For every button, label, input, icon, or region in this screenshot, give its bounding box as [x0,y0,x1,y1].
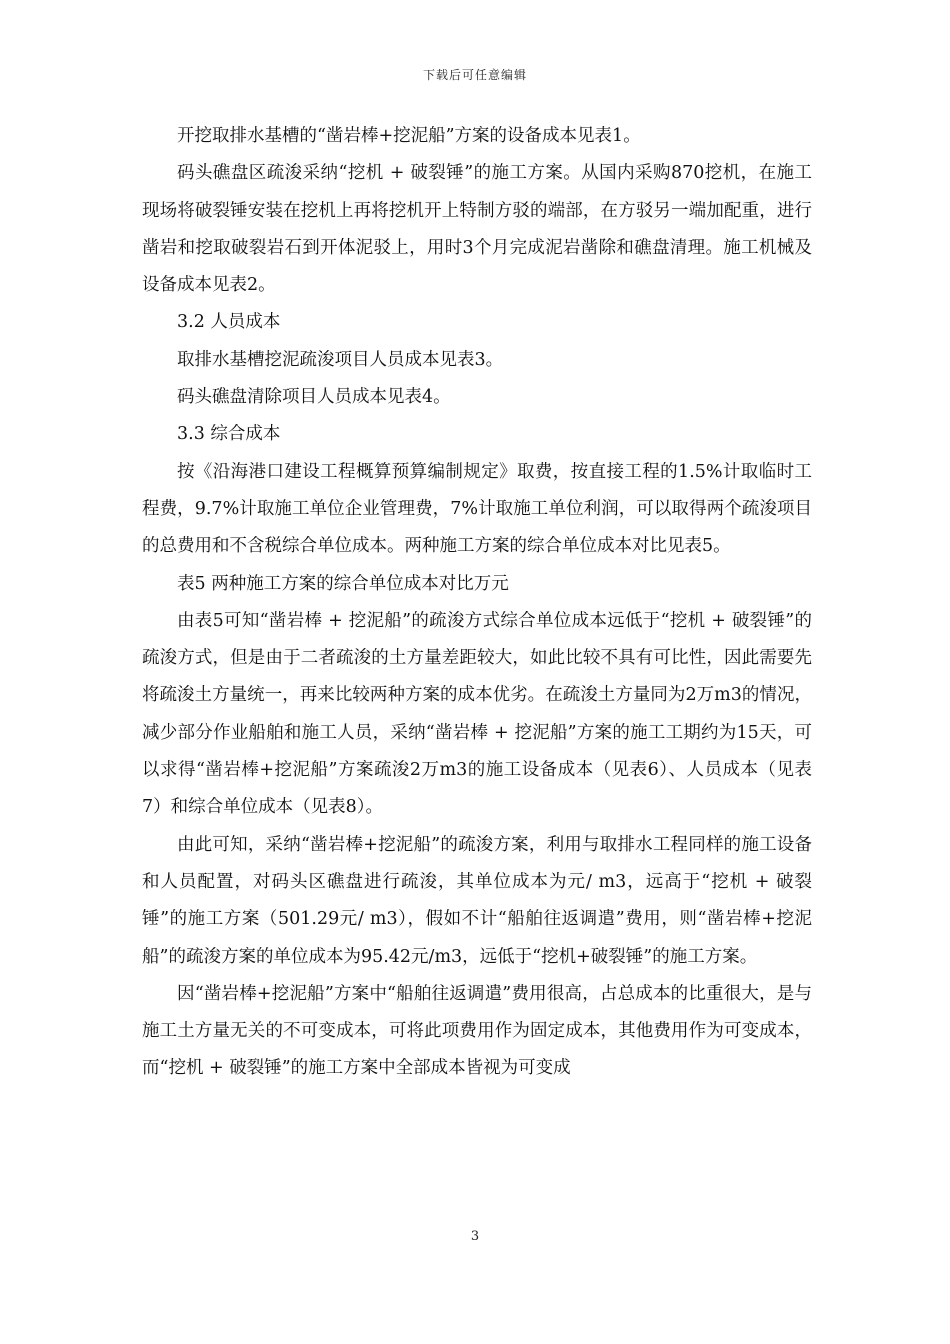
paragraph-conclusion: 由此可知，采纳“凿岩棒+挖泥船”的疏浚方案，利用与取排水工程同样的施工设备和人员配置，对码头区礁盘进行疏浚，其单位成本为元/ m3，远高于“挖机 + 破裂锤”的施工方案（501.29元/ m3），假如不计“船舶往返调遣”费用，则“凿岩棒+挖泥船”的疏浚方案的单位成本为95.42元/m3，远低于“挖机+破裂锤”的施工方案。 [142,834,812,967]
paragraph-fixed-variable-cost: 因“凿岩棒+挖泥船”方案中“船舶往返调遣”费用很高，占总成本的比重很大，是与施工土方量无关的不可变成本，可将此项费用作为固定成本，其他费用作为可变成本，而“挖机 + 破裂锤”的施工方案中全部成本皆视为可变成 [142,983,812,1079]
paragraph-reef-dredging-plan: 码头礁盘区疏浚采纳“挖机 + 破裂锤”的施工方案。从国内采购870挖机，在施工现场将破裂锤安装在挖机上再将挖机开上特制方驳的端部，在方驳另一端加配重，进行凿岩和挖取破裂岩石到开体泥驳上，用时3个月完成泥岩凿除和礁盘清理。施工机械及设备成本见表2。 [142,163,812,296]
page-header: 下载后可任意编辑 [422,68,527,82]
table-caption: 表5 两种施工方案的综合单位成本对比万元 [177,573,509,594]
page-number: 3 [470,1229,480,1244]
document-body [142,118,812,1088]
paragraph-reef-personnel-cost: 码头礁盘清除项目人员成本见表4。 [177,387,451,408]
section-heading-comprehensive-cost: 3.3 综合成本 [177,424,281,445]
section-heading-personnel-cost: 3.2 人员成本 [177,312,281,333]
paragraph-equipment-cost-ref: 开挖取排水基槽的“凿岩棒+挖泥船”方案的设备成本见表1。 [177,126,641,146]
paragraph-cost-comparison: 由表5可知“凿岩棒 + 挖泥船”的疏浚方式综合单位成本远低于“挖机 + 破裂锤”的疏浚方式，但是由于二者疏浚的土方量差距较大，如此比较不具有可比性，因此需要先将疏浚土方量统一，再来比较两种方案的成本优劣。在疏浚土方量同为2万m3的情况，减少部分作业船舶和施工人员，采纳“凿岩棒 + 挖泥船”方案的施工工期约为15天，可以求得“凿岩棒+挖泥船”方案疏浚2万m3的施工设备成本（见表6）、人员成本（见表7）和综合单位成本（见表8）。 [142,610,812,818]
paragraph-trench-personnel-cost: 取排水基槽挖泥疏浚项目人员成本见表3。 [177,349,504,370]
paragraph-fee-calculation: 按《沿海港口建设工程概算预算编制规定》取费，按直接工程的1.5%计取临时工程费，9.7%计取施工单位企业管理费，7%计取施工单位利润，可以取得两个疏浚项目的总费用和不含税综合单位成本。两种施工方案的综合单位成本对比见表5。 [142,461,812,557]
